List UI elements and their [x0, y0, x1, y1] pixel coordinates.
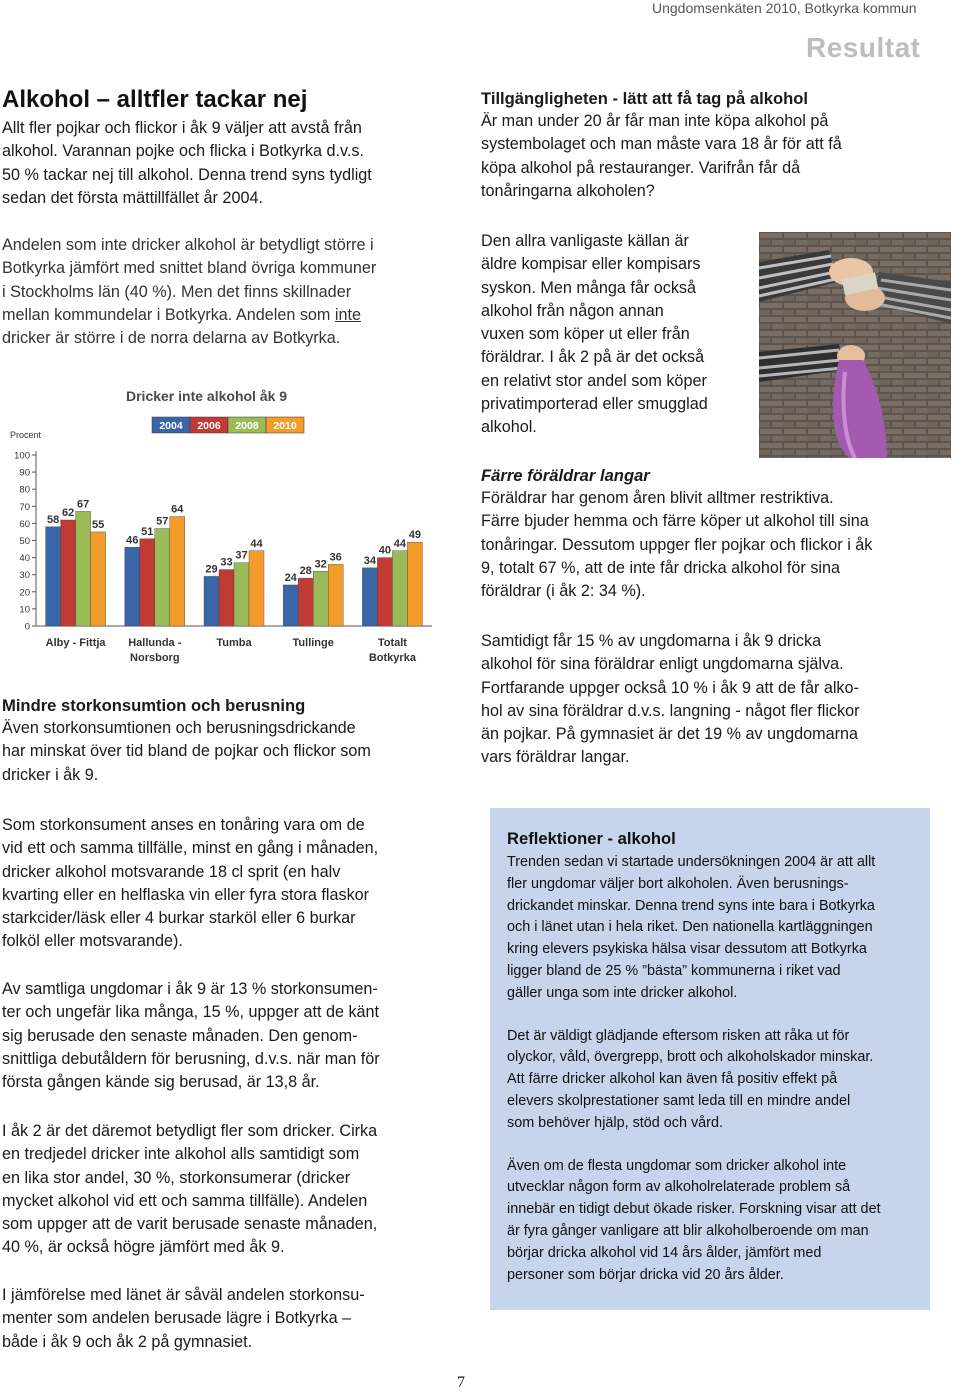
text-line: och i länet utan i hela riket. Den nationella kartläggningen	[507, 919, 873, 936]
bar	[234, 563, 249, 626]
availability-section	[481, 87, 941, 203]
x-category-label: Botkyrka	[368, 652, 416, 664]
text-line: som uppger att de varit berusade senaste månaden,	[2, 1215, 378, 1234]
bar-value-label: 36	[329, 551, 342, 564]
x-category-label: Hallunda -	[128, 637, 182, 649]
legend-label: 2004	[159, 420, 183, 432]
bar-value-label: 40	[378, 544, 392, 557]
hands-money-bag-icon	[759, 232, 951, 458]
reflection-paragraph	[507, 1156, 925, 1287]
text-line: syskon. Men många får också	[481, 278, 697, 297]
text-line: I jämförelse med länet är såväl andelen storkonsu-	[2, 1286, 365, 1304]
text-line: sedan det första mättillfället år 2004.	[2, 188, 263, 207]
text-line: börjar dricka alkohol vid 14 års ålder, jämfört med	[507, 1244, 822, 1261]
text-line: privatimporterad eller smugglad	[481, 395, 708, 414]
y-tick-label: 30	[19, 570, 30, 582]
bar	[328, 564, 343, 626]
text-line: Den allra vanligaste källan är	[481, 232, 689, 250]
text-line: köpa alkohol på restauranger. Varifrån får då	[481, 158, 801, 177]
bar	[407, 542, 422, 626]
text-line: som behöver hjälp, stöd och vård.	[507, 1114, 723, 1131]
text-line: 50 % tackar nej till alkohol. Denna trend syns tydligt	[2, 165, 372, 184]
x-category-label: Tumba	[216, 637, 252, 649]
storkonsum-section	[2, 694, 442, 787]
reflection-paragraph	[507, 1026, 925, 1135]
area-paragraph	[2, 234, 442, 350]
bar-value-label: 24	[284, 571, 297, 584]
bar-value-label: 33	[220, 556, 233, 569]
y-tick-label: 80	[19, 484, 30, 496]
text-line: alkohol. Varannan pojke och flicka i Botkyrka d.v.s.	[2, 142, 365, 161]
reflection-paragraph	[507, 852, 925, 1005]
report-header: Ungdomsenkäten 2010, Botkyrka kommun	[652, 0, 917, 16]
text-line: Allt fler pojkar och flickor i åk 9 väljer att avstå från	[2, 119, 362, 137]
section-heading: Mindre storkonsumtion och berusning	[2, 696, 306, 715]
section-title: Resultat	[806, 32, 921, 63]
text-line: Att färre dricker alkohol kan även få positiv effekt på	[507, 1071, 838, 1088]
text-line	[2, 304, 442, 327]
text-line: Andelen som inte dricker alkohol är betydligt större i	[2, 236, 374, 254]
bar	[170, 517, 185, 626]
text-line: alkohol.	[481, 418, 537, 437]
reflection-content	[507, 828, 925, 1286]
text-line: alkohol för sina föräldrar enligt ungdomarna själva.	[481, 655, 844, 674]
text-line: vuxen som köper ut eller från	[481, 325, 690, 344]
bar-value-label: 46	[126, 534, 139, 547]
y-tick-label: 100	[14, 450, 30, 462]
text-line: kring elevers psykiska hälsa visar dessutom att Botkyrka	[507, 941, 867, 958]
text-line: Även om de flesta ungdomar som dricker alkohol inte	[507, 1157, 847, 1174]
text-line: Även storkonsumtionen och berusningsdrickande	[2, 719, 356, 737]
text-line: kvarting eller en helflaska vin eller fyra stora flaskor	[2, 885, 370, 904]
section-heading: Tillgängligheten - lätt att få tag på alkohol	[481, 89, 808, 108]
bar	[362, 568, 377, 626]
text-line: sig berusade den senaste månaden. Den genom-	[2, 1026, 358, 1045]
bar-chart-svg	[6, 384, 436, 670]
y-tick-label: 10	[19, 604, 30, 616]
y-tick-label: 90	[19, 467, 30, 479]
y-tick-label: 40	[19, 553, 30, 565]
x-category-label: Totalt	[377, 637, 407, 649]
text-line: Samtidigt får 15 % av ungdomarna i åk 9 dricka	[481, 632, 822, 650]
text-line: vid ett och samma tillfälle, minst en gång i månaden,	[2, 839, 379, 858]
text-line: systembolaget och man måste vara 18 år för att få	[481, 135, 842, 154]
text-line: föräldrar (i åk 2: 34 %).	[481, 582, 646, 601]
text-line: dricker alkohol motsvarande 18 cl sprit (en halv	[2, 862, 341, 881]
text-line: än pojkar. På gymnasiet är det 19 % av ungdomarna	[481, 725, 859, 744]
text-line: hol av sina föräldrar d.v.s. langning - något fler flickor	[481, 701, 860, 720]
text-line: drickandet minskar. Denna trend syns inte bara i Botkyrka	[507, 897, 875, 914]
bar	[283, 585, 298, 626]
text-line: elevers skolprestationer samt leda till en mindre andel	[507, 1092, 851, 1109]
x-category-label: Norsborg	[130, 652, 180, 664]
text-line: fler ungdomar väljer bort alkoholen. Även berusnings-	[507, 875, 849, 892]
bar	[155, 529, 170, 626]
storkonsument-paragraph	[2, 814, 442, 954]
text-line: äldre kompisar eller kompisars	[481, 255, 701, 274]
legend-label: 2010	[273, 420, 297, 432]
bar-value-label: 37	[235, 549, 248, 562]
simultaneous-paragraph	[481, 630, 941, 770]
legend-label: 2006	[197, 420, 221, 432]
bar-value-label: 57	[156, 515, 169, 528]
bar-value-label: 34	[363, 554, 377, 567]
text-line: både i åk 9 och åk 2 på gymnasiet.	[2, 1332, 253, 1351]
bar	[46, 527, 61, 626]
text-line: innebär en tidigt debut ökade risker. Forskning visar att det	[507, 1201, 881, 1218]
page-title: Alkohol – alltfler tackar nej	[2, 86, 308, 113]
bar	[377, 558, 392, 626]
bar	[392, 551, 407, 626]
text-line: I åk 2 är det däremot betydligt fler som dricker. Cirka	[2, 1122, 378, 1140]
text-line: en lika stor andel, 30 %, storkonsumerar (dricker	[2, 1168, 351, 1187]
section-heading: Färre föräldrar langar	[481, 466, 650, 485]
y-axis-label: Procent	[10, 430, 42, 440]
bar	[91, 532, 106, 626]
reflection-box	[490, 808, 930, 1310]
bar	[204, 576, 219, 626]
bar	[140, 539, 155, 626]
bar	[76, 511, 91, 626]
text-line: olyckor, våld, övergrepp, brott och alkoholskador minskar.	[507, 1049, 874, 1066]
underlined-word: inte	[334, 305, 362, 324]
y-tick-label: 20	[19, 587, 30, 599]
text-line: 9, totalt 67 %, att de inte får dricka alkohol för sina	[481, 558, 841, 577]
bar	[313, 571, 328, 626]
x-category-label: Tullinge	[292, 637, 334, 649]
bar-value-label: 32	[314, 558, 327, 571]
text-line: Botkyrka jämfört med snittet bland övriga kommuner	[2, 259, 377, 278]
text-line: utvecklar någon form av alkoholrelaterade problem så	[507, 1179, 851, 1196]
text-line: i Stockholms län (40 %). Men det finns skillnader	[2, 282, 352, 301]
page-number: 7	[457, 1374, 465, 1391]
text-line: är fyra gånger vanligare att blir alkoholberoende om man	[507, 1222, 869, 1239]
bar-value-label: 64	[171, 503, 184, 516]
bar-chart	[6, 384, 436, 670]
y-tick-label: 50	[19, 536, 30, 547]
text-line: tonåringar. Dessutom uppger fler pojkar och flickor i åk	[481, 535, 873, 554]
text-line: dricker är större i de norra delarna av Botkyrka.	[2, 329, 341, 348]
bar	[125, 547, 140, 626]
text-line: Fortfarande uppger också 10 % i åk 9 att de får alko-	[481, 678, 859, 697]
text-line: gäller unga som inte dricker alkohol.	[507, 984, 738, 1001]
reflection-heading: Reflektioner - alkohol	[507, 829, 676, 848]
ak2-paragraph	[2, 1120, 442, 1260]
bar-value-label: 44	[393, 537, 407, 550]
bar-value-label: 58	[46, 513, 60, 526]
text-line: Trenden sedan vi startade undersökningen 2004 är att allt	[507, 854, 876, 870]
bar-value-label: 44	[250, 537, 263, 550]
text-line: vars föräldrar langar.	[481, 748, 630, 767]
text-line: alkohol från någon annan	[481, 301, 664, 320]
text-line: 40 %, är också högre jämfört med åk 9.	[2, 1238, 285, 1257]
text-line: tonåringarna alkoholen?	[481, 181, 655, 200]
y-tick-label: 0	[24, 621, 30, 633]
text-line: Det är väldigt glädjande eftersom risken att råka ut för	[507, 1027, 850, 1044]
text-line: ligger bland de 25 % ”bästa” kommunerna i riket vad	[507, 962, 841, 979]
parents-section	[481, 464, 941, 603]
photo-illustration	[759, 232, 951, 458]
x-category-label: Alby - Fittja	[45, 637, 106, 649]
legend-label: 2008	[235, 420, 259, 432]
text-line: Färre bjuder hemma och färre köper ut alkohol till sina	[481, 512, 869, 531]
text-line: personer som börjar dricka vid 20 års ålder.	[507, 1266, 784, 1283]
text-line: menter som andelen berusade lägre i Botkyrka –	[2, 1309, 352, 1328]
text-line: en relativt stor andel som köper	[481, 371, 707, 390]
text-line: har minskat över tid bland de pojkar och flickor som	[2, 742, 371, 761]
comparison-paragraph	[2, 1284, 442, 1354]
source-paragraph	[481, 230, 756, 440]
bar-value-label: 51	[141, 525, 154, 538]
bar-value-label: 67	[76, 498, 90, 511]
text-line: Föräldrar har genom åren blivit alltmer restriktiva.	[481, 489, 834, 507]
text-line: Som storkonsument anses en tonåring vara om de	[2, 816, 365, 834]
intro-paragraph	[2, 117, 442, 210]
y-tick-label: 60	[19, 518, 30, 530]
y-tick-label: 70	[19, 501, 30, 513]
bar-value-label: 28	[299, 565, 312, 578]
text-line: dricker i åk 9.	[2, 765, 99, 784]
chart-title: Dricker inte alkohol åk 9	[126, 388, 288, 404]
text-line: folköl eller motsvarande).	[2, 932, 183, 951]
text-line: Är man under 20 år får man inte köpa alkohol på	[481, 112, 829, 130]
berusning-paragraph	[2, 978, 442, 1094]
bar	[219, 570, 234, 626]
bar	[298, 578, 313, 626]
text-line: ter och ungefär lika många, 15 %, uppger att de känt	[2, 1003, 380, 1022]
text-line: mycket alkohol vid ett och samma tillfälle). Andelen	[2, 1191, 368, 1210]
text-line: föräldrar. I åk 2 på är det också	[481, 348, 705, 367]
bar	[61, 520, 76, 626]
bar	[249, 551, 264, 626]
bar-value-label: 49	[408, 529, 422, 542]
bar-value-label: 62	[61, 506, 75, 519]
text-line: Av samtliga ungdomar i åk 9 är 13 % storkonsumen-	[2, 980, 378, 998]
bar-value-label: 55	[91, 518, 105, 531]
text-fragment: mellan kommundelar i Botkyrka. Andelen som	[2, 305, 335, 324]
text-line: starkcider/läsk eller 4 burkar starköl eller 6 burkar	[2, 909, 356, 928]
bar-value-label: 29	[205, 563, 218, 576]
text-line: snittliga debutåldern för berusning, d.v.s. när man för	[2, 1049, 380, 1068]
text-line: en tredjedel dricker inte alkohol alls samtidigt som	[2, 1145, 360, 1164]
text-line: första gången kände sig berusad, är 13,8 år.	[2, 1073, 320, 1092]
